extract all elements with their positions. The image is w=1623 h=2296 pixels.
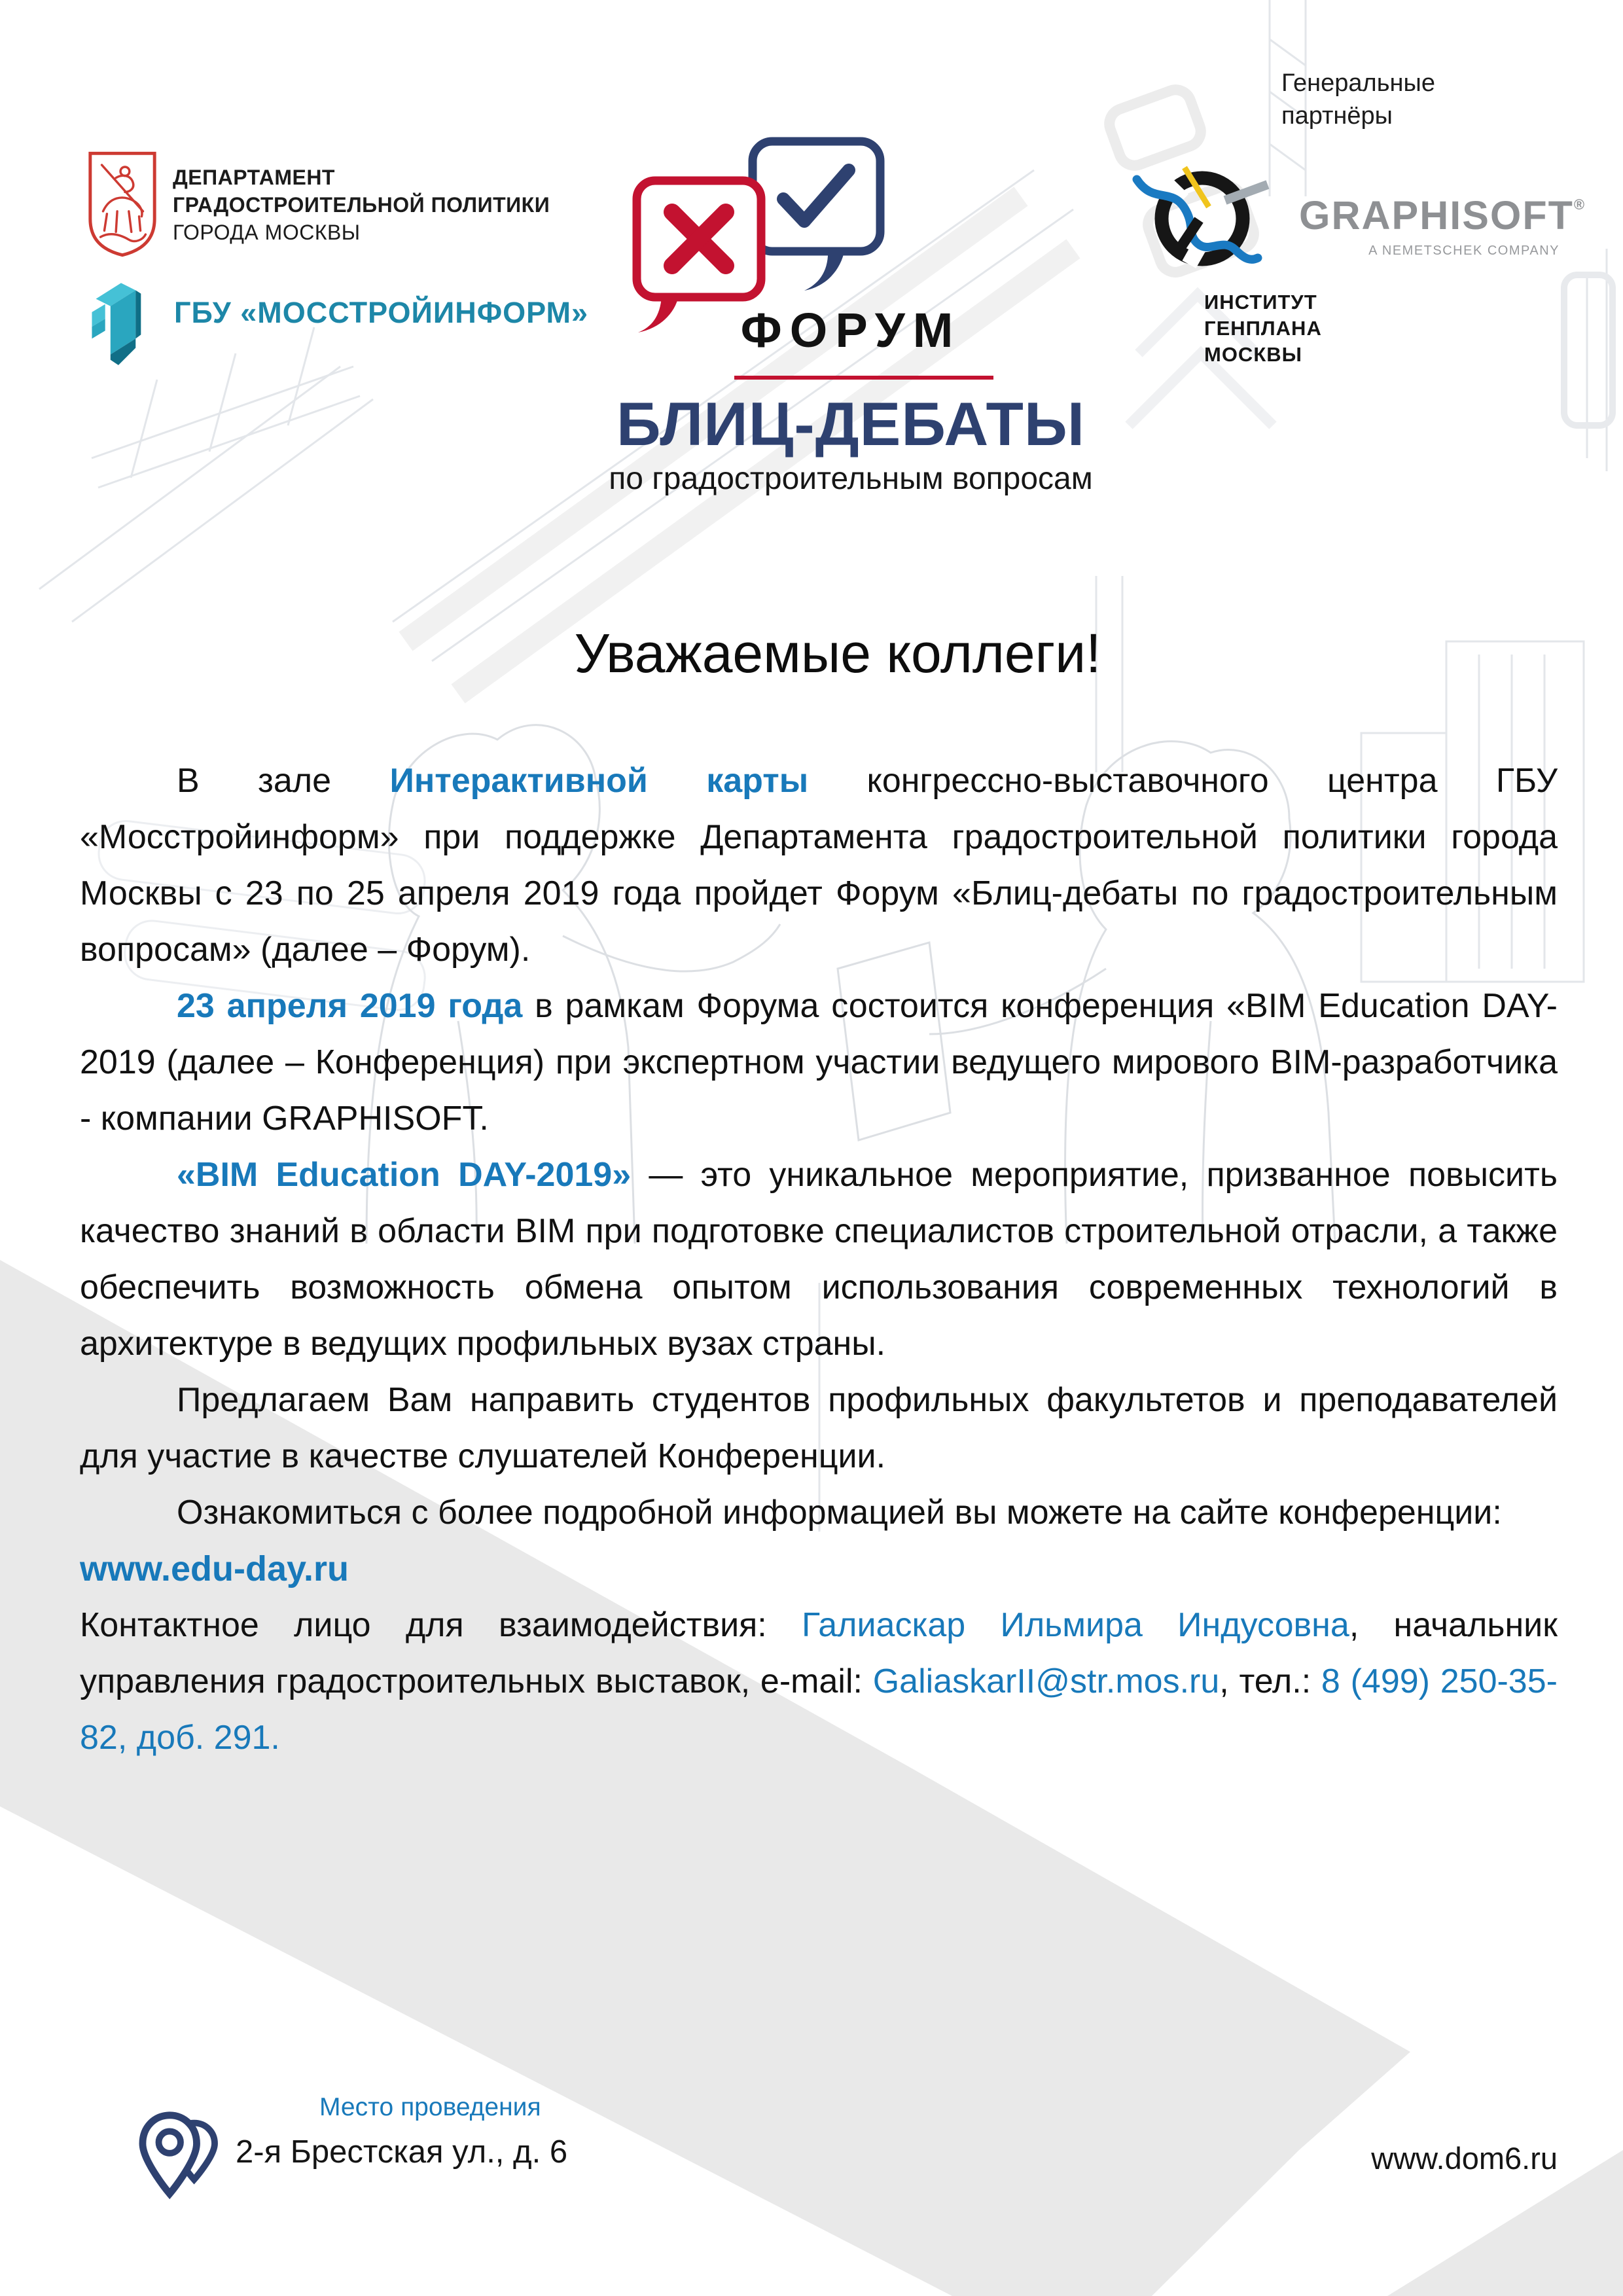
contact-email-link[interactable]: GaliaskarII@str.mos.ru bbox=[872, 1662, 1220, 1700]
contact-paragraph bbox=[80, 1597, 1558, 1766]
genplan-name-line3: МОСКВЫ bbox=[1204, 343, 1302, 366]
forum-tagline: по градостроительным вопросам bbox=[609, 461, 1093, 496]
forum-divider bbox=[734, 376, 993, 380]
forum-title: ФОРУМ bbox=[740, 303, 961, 357]
paragraph-1 bbox=[80, 753, 1558, 978]
venue-label: Место проведения bbox=[319, 2093, 541, 2121]
p2-highlight: 23 апреля 2019 года bbox=[177, 987, 523, 1025]
forum-name: БЛИЦ-ДЕБАТЫ bbox=[616, 389, 1085, 458]
check-bubble-icon bbox=[753, 141, 880, 291]
genplan-institute-name bbox=[1204, 289, 1322, 368]
dom6-site-link[interactable]: www.dom6.ru bbox=[1371, 2141, 1558, 2176]
department-name-line2: ГРАДОСТРОИТЕЛЬНОЙ ПОЛИТИКИ bbox=[173, 193, 550, 217]
paragraph-4: Предлагаем Вам направить студентов профильных факультетов и преподавателей для участие в качестве слушателей Конференции. bbox=[80, 1381, 1558, 1475]
partners-label-line2: партнёры bbox=[1281, 102, 1393, 130]
contact-tel-label: , тел.: bbox=[1219, 1662, 1321, 1700]
mosstroyinform-label: ГБУ «МОССТРОЙИНФОРМ» bbox=[174, 296, 589, 329]
contact-phone-link[interactable]: 8 (499) 250-35-82, доб. 291. bbox=[80, 1662, 1558, 1757]
p2-text: в рамкам Форума состоится конференция «BIM Education DAY-2019 (далее – Конференция) при экспертном участии ведущего мирового BIM-разработчика - компании GRAPHISOFT. bbox=[80, 987, 1558, 1138]
mosstroyinform-logo-icon bbox=[82, 260, 162, 373]
genplan-name-line2: ГЕНПЛАНА bbox=[1204, 317, 1322, 340]
p1-highlight: Интерактивной карты bbox=[389, 762, 809, 800]
paragraph-5: Ознакомиться с более подробной информацией вы можете на сайте конференции: bbox=[177, 1494, 1502, 1532]
salutation-heading: Уважаемые коллеги! bbox=[574, 622, 1101, 684]
p1-text-rest: конгрессно-выставочного центра ГБУ «Мосстройинформ» при поддержке Департамента градостроительной политики города Москвы с 23 по 25 апреля 2019 года пройдет Форум «Блиц-дебаты по градостроительным вопросам» (далее – Форум). bbox=[80, 762, 1558, 969]
moscow-coat-of-arms-icon bbox=[84, 149, 161, 259]
paragraph-2 bbox=[80, 978, 1558, 1147]
department-name bbox=[173, 164, 550, 246]
contact-person-name: Галиаскар Ильмира Индусовна bbox=[802, 1606, 1349, 1644]
p3-text: — это уникальное мероприятие, призванное повысить качество знаний в области BIM при подготовке специалистов строительной отрасли, а также обеспечить возможность обмена опытом использования современных технологий в архитектуре в ведущих профильных вузах страны. bbox=[80, 1156, 1558, 1363]
contact-role: , начальник управления градостроительных выставок, e-mail: bbox=[80, 1606, 1558, 1700]
department-name-line3: ГОРОДА МОСКВЫ bbox=[173, 221, 361, 244]
conference-site-link[interactable]: www.edu-day.ru bbox=[80, 1549, 349, 1588]
graphisoft-wordmark: GRAPHISOFT bbox=[1299, 193, 1574, 238]
p3-highlight: «BIM Education DAY-2019» bbox=[177, 1156, 632, 1194]
genplan-name-line1: ИНСТИТУТ bbox=[1204, 291, 1317, 314]
partners-label bbox=[1281, 67, 1435, 132]
graphisoft-subtitle: A NEMETSCHEK COMPANY bbox=[1368, 243, 1560, 258]
paragraph-3 bbox=[80, 1147, 1558, 1372]
venue-address: 2-я Брестская ул., д. 6 bbox=[236, 2134, 568, 2170]
registered-mark-icon: ® bbox=[1573, 196, 1585, 213]
location-pin-icon bbox=[130, 2109, 226, 2221]
contact-label: Контактное лицо для взаимодействия: bbox=[80, 1606, 802, 1644]
partners-label-line1: Генеральные bbox=[1281, 69, 1435, 97]
graphisoft-logo bbox=[1299, 192, 1585, 238]
genplan-institute-logo-icon bbox=[1127, 153, 1291, 291]
department-name-line1: ДЕПАРТАМЕНТ bbox=[173, 166, 335, 189]
p1-text: В зале bbox=[177, 762, 390, 800]
letter-body bbox=[80, 753, 1558, 1766]
